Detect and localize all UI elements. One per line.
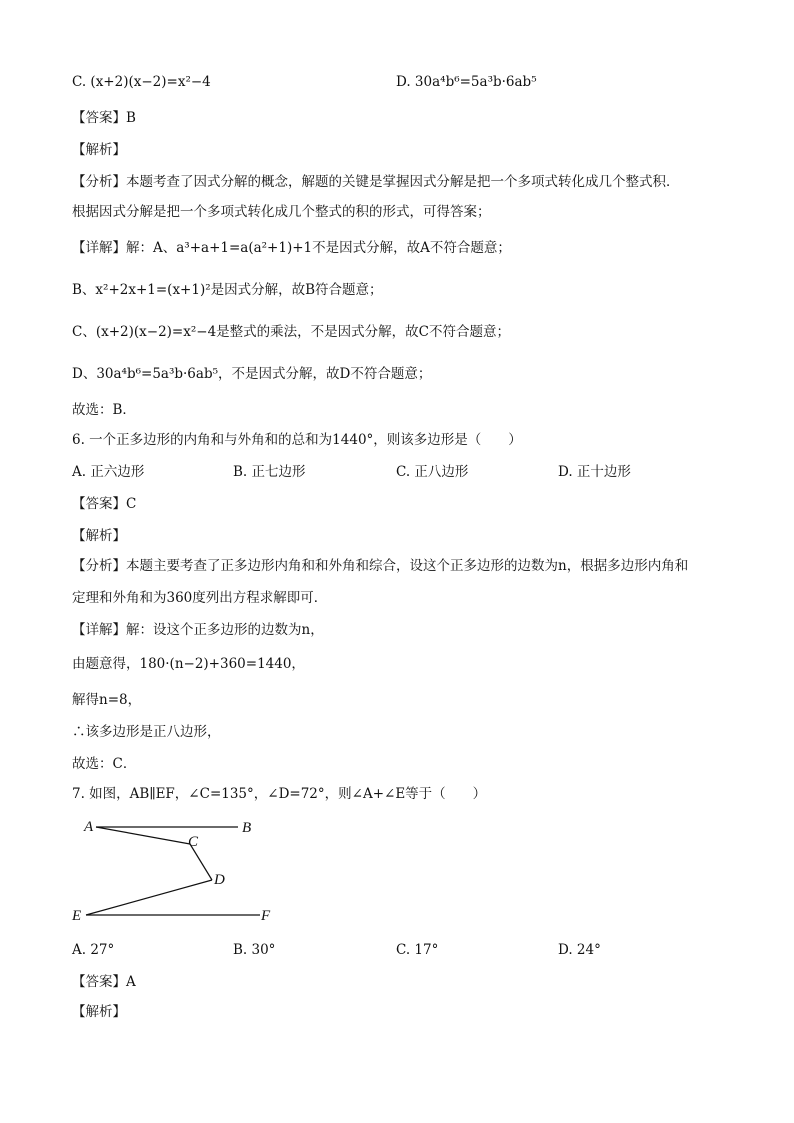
q7-option-b: B. 30°	[233, 942, 276, 958]
label-e: E	[72, 908, 82, 924]
q6-option-c: C. 正八边形	[396, 464, 469, 480]
q6-stem: 6. 一个正多边形的内角和与外角和的总和为1440°，则该多边形是（ ）	[72, 432, 522, 448]
q6-detail-line4: ∴该多边形是正八边形，	[72, 724, 221, 740]
q5-detail-a: 【详解】解：A、a³+a+1=a(a²+1)+1不是因式分解，故A不符合题意；	[72, 240, 511, 256]
q6-answer: 【答案】C	[72, 496, 137, 512]
q6-detail-line2: 由题意得，180·(n−2)+360=1440，	[72, 656, 305, 672]
q6-detail-line3: 解得n=8，	[72, 692, 142, 708]
q6-choice: 故选：C．	[72, 756, 137, 772]
segment-ac	[96, 827, 190, 844]
q7-jiexi-heading: 【解析】	[72, 1004, 126, 1020]
q5-detail-b: B、x²+2x+1=(x+1)²是因式分解，故B符合题意；	[72, 282, 383, 298]
q6-analysis-line2: 定理和外角和为360度列出方程求解即可．	[72, 590, 328, 606]
q6-analysis-line1: 【分析】本题主要考查了正多边形内角和和外角和综合，设这个正多边形的边数为n，根据多边形内角和	[72, 558, 689, 574]
q5-detail-d: D、30a⁴b⁶=5a³b·6ab⁵，不是因式分解，故D不符合题意；	[72, 366, 432, 382]
q5-answer: 【答案】B	[72, 110, 136, 126]
q7-option-a: A. 27°	[72, 942, 115, 958]
q7-option-d: D. 24°	[558, 942, 601, 958]
q6-detail-line1: 【详解】解：设这个正多边形的边数为n，	[72, 622, 324, 638]
q6-jiexi-heading: 【解析】	[72, 528, 126, 544]
q5-choice: 故选：B．	[72, 402, 136, 418]
q7-geometry-figure	[60, 810, 300, 930]
label-a: A	[84, 819, 94, 835]
q5-analysis-line2: 根据因式分解是把一个多项式转化成几个整式的积的形式，可得答案；	[72, 204, 491, 220]
segment-de	[86, 880, 212, 915]
q6-option-d: D. 正十边形	[558, 464, 631, 480]
label-d: D	[214, 872, 225, 888]
label-f: F	[261, 908, 271, 924]
q5-option-d: D. 30a⁴b⁶=5a³b·6ab⁵	[396, 74, 537, 90]
label-c: C	[188, 834, 199, 850]
q6-option-b: B. 正七边形	[233, 464, 306, 480]
q7-option-c: C. 17°	[396, 942, 439, 958]
q6-option-a: A. 正六边形	[72, 464, 145, 480]
q5-jiexi-heading: 【解析】	[72, 142, 126, 158]
label-b: B	[242, 820, 252, 836]
q5-detail-c: C、(x+2)(x−2)=x²−4是整式的乘法，不是因式分解，故C不符合题意；	[72, 324, 510, 340]
q7-answer: 【答案】A	[72, 974, 136, 990]
q5-option-c: C. (x+2)(x−2)=x²−4	[72, 74, 211, 90]
q7-stem: 7. 如图，AB∥EF，∠C=135°，∠D=72°，则∠A+∠E等于（ ）	[72, 786, 487, 802]
q5-analysis-line1: 【分析】本题考查了因式分解的概念，解题的关键是掌握因式分解是把一个多项式转化成几个整式积．	[72, 174, 680, 190]
